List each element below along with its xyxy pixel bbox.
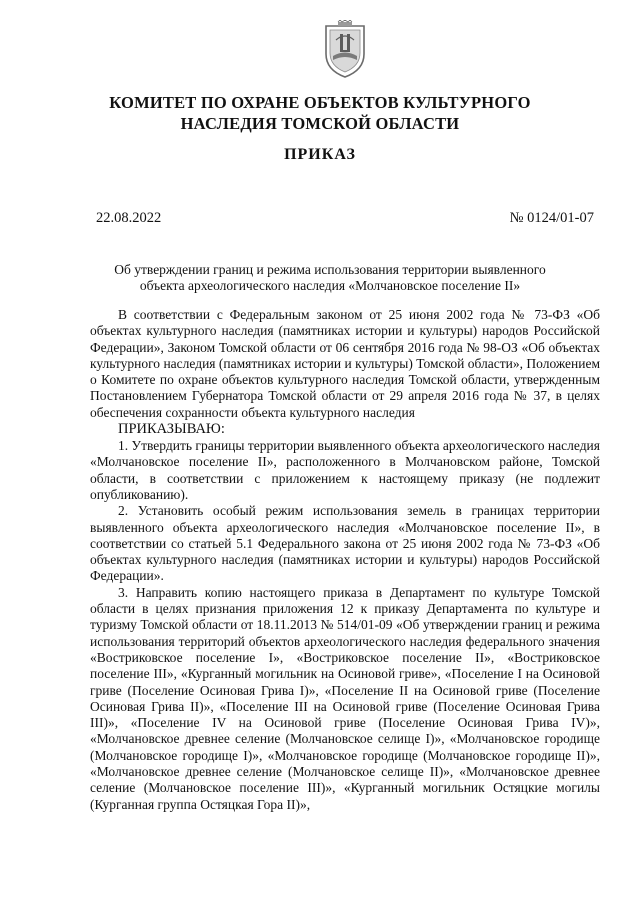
document-subject-line1: Об утверждении границ и режима использования территории выявленного — [114, 262, 546, 277]
document-number: № 0124/01-07 — [509, 210, 594, 226]
coat-of-arms-icon — [320, 20, 370, 80]
organization-name-line1: КОМИТЕТ ПО ОХРАНЕ ОБЪЕКТОВ КУЛЬТУРНОГО — [109, 93, 531, 112]
preamble-paragraph: В соответствии с Федеральным законом от 25 июня 2002 года № 73-ФЗ «Об объектах культурного наследия (памятниках истории и культуры) народов Российской Федерации», Законом Томской области от 06 сентября 2016 года № 98-ОЗ «Об объектах культурного наследия (памятниках истории и культуры) Томской области», Положением о Комитете по охране объектов культурного наследия Томской области, утвержденным Постановлением Губернатора Томской области от 29 апреля 2016 года № 37, в целях обеспечения сохранности объекта культурного наследия — [90, 307, 600, 420]
order-word: ПРИКАЗЫВАЮ: — [118, 421, 225, 438]
document-subject-line2: объекта археологического наследия «Молчановское поселение II» — [139, 278, 521, 293]
document-body — [90, 307, 600, 813]
document-date: 22.08.2022 — [96, 210, 162, 226]
organization-name — [0, 92, 640, 134]
order-item-2: 2. Установить особый режим использования земель в границах территории выявленного объекта археологического наследия «Молчановское поселение II», в соответствии со статьей 5.1 Федерального закона от 25 июня 2002 года № 73-ФЗ «Об объектах культурного наследия (памятниках истории и культуры) народов Российской Федерации». — [90, 503, 600, 584]
document-type: ПРИКАЗ — [284, 146, 356, 163]
order-item-1: 1. Утвердить границы территории выявленного объекта археологического наследия «Молчановское поселение II», расположенного в Молчановском районе, Томской области, в соответствии с приложением к настоящему приказу (не подлежит опубликованию). — [90, 438, 600, 502]
document-subject — [110, 262, 550, 294]
organization-name-line2: НАСЛЕДИЯ ТОМСКОЙ ОБЛАСТИ — [180, 114, 460, 133]
order-item-3: 3. Направить копию настоящего приказа в Департамент по культуре Томской области в целях признания приложения 12 к приказу Департамента по культуре и туризму Томской области от 18.11.2013 № 514/01-09 «Об утверждении границ и режима использования территорий объектов археологического наследия федерального значения «Востриковское поселение I», «Востриковское поселение II», «Востриковское поселение III», «Курганный могильник на Осиновой гриве», «Поселение I на Осиновой гриве (Поселение Осиновая Грива I)», «Поселение II на Осиновой гриве (Поселение Осиновая Грива II)», «Поселение III на Осиновой гриве (Поселение Осиновая Грива III)», «Поселение IV на Осиновой гриве (Поселение Осиновая Грива IV)», «Молчановское древнее селение (Молчановское селище I)», «Молчановское городище (Молчановское городище I)», «Молчановское городище (Молчановское городище II)», «Молчановское древнее селение (Молчановское селище II)», «Молчановское древнее селение (Молчановское поселение III)», «Курганный могильник Остяцкие могилы (Курганная группа Остяцкая Гора II)», — [90, 584, 600, 812]
